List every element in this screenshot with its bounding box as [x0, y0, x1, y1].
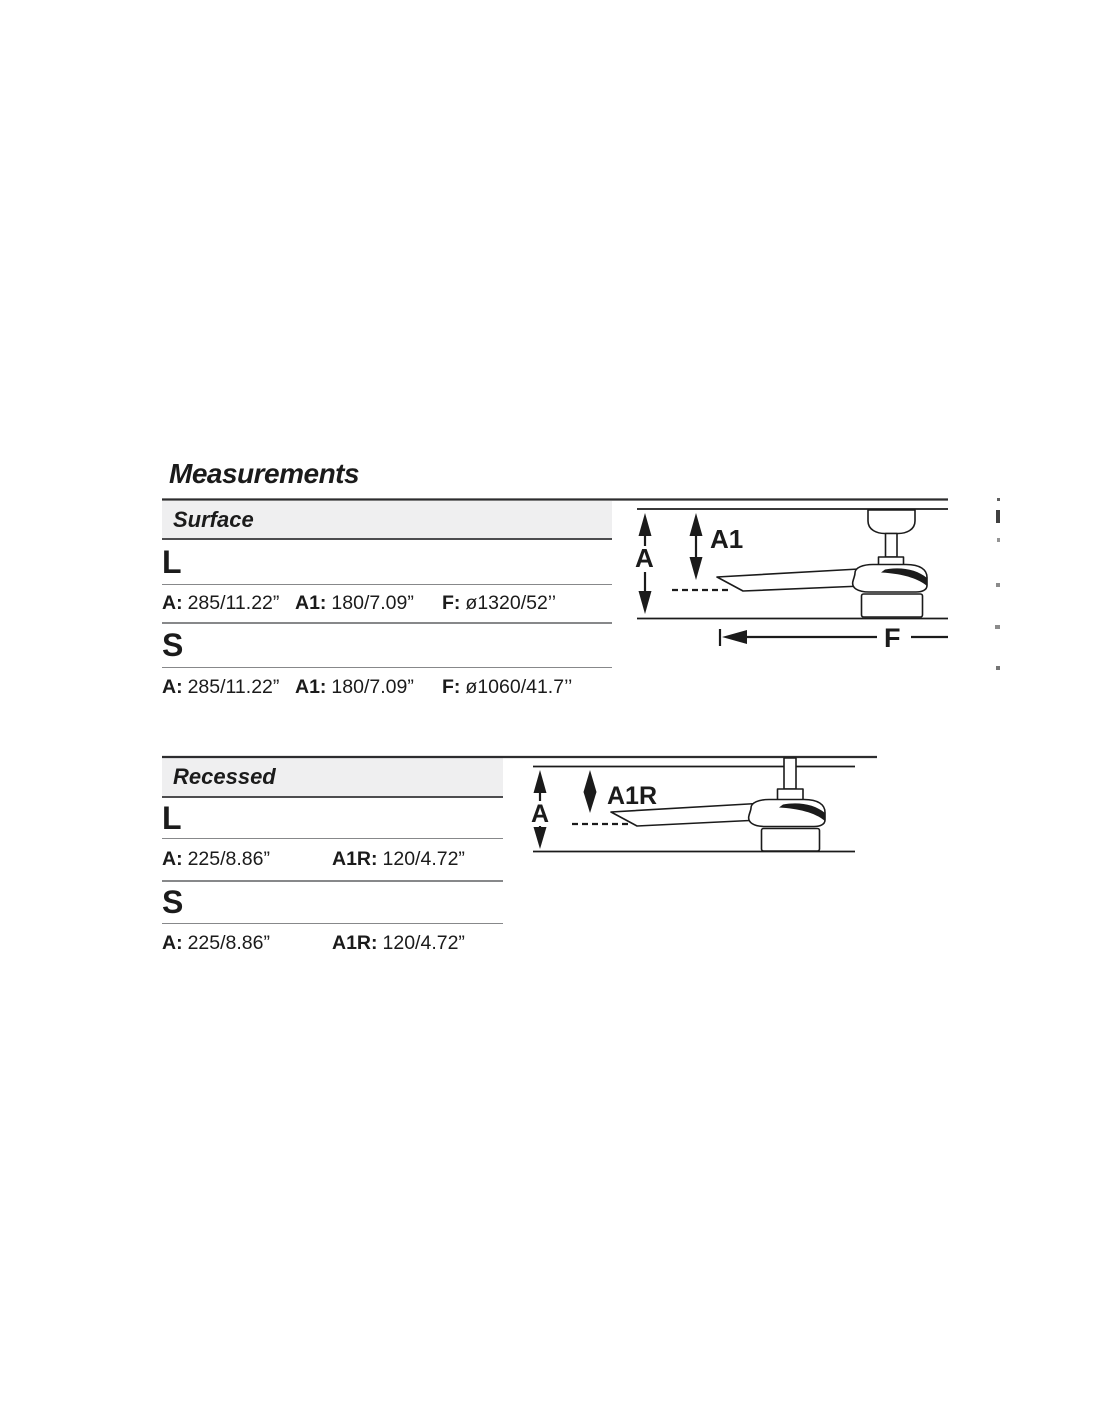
dim-value: 120/4.72” — [382, 931, 465, 954]
dim-key: A1R: — [332, 848, 378, 870]
size-label: L — [162, 543, 182, 580]
fan-downrod — [784, 758, 796, 789]
dim-key: A1: — [295, 592, 327, 614]
size-label: L — [162, 799, 182, 836]
surface-section-header-label: Surface — [173, 506, 254, 532]
size-label: S — [162, 884, 184, 920]
crop-artifact — [997, 538, 1000, 542]
fan-light-box — [862, 594, 923, 617]
dim-value: 285/11.22” — [187, 675, 280, 698]
fan-canopy — [868, 510, 915, 534]
f-arrowhead — [722, 630, 747, 644]
dim-key: A1: — [295, 675, 327, 698]
dim-value: ø1060/41.7’’ — [465, 675, 573, 698]
recessed-diagram — [162, 757, 877, 852]
surface-diagram — [162, 500, 948, 654]
dim-key: A: — [162, 675, 183, 698]
crop-artifact — [995, 625, 1000, 629]
fan-drawing-surface — [717, 510, 927, 617]
dim-value: 120/4.72” — [382, 848, 465, 870]
dim-key: A: — [162, 848, 183, 870]
label-a1: A1 — [710, 524, 744, 554]
page-title: Measurements — [169, 458, 360, 489]
dimension-arrow-a1 — [690, 513, 703, 580]
label-a1r: A1R — [607, 782, 658, 810]
dimension-arrow-a1r — [584, 770, 597, 813]
crop-artifact — [996, 510, 1000, 523]
size-label: S — [162, 627, 184, 663]
dim-value: 225/8.86” — [187, 931, 270, 954]
dim-key: A: — [162, 931, 183, 954]
dim-value: 180/7.09” — [331, 592, 414, 614]
crop-artifact — [996, 583, 1000, 587]
dim-value: 180/7.09” — [331, 675, 414, 698]
label-f: F — [884, 623, 901, 653]
crop-artifact — [996, 666, 1000, 670]
recessed-section-header-label: Recessed — [173, 764, 276, 789]
dim-value: ø1320/52’’ — [465, 592, 557, 614]
dim-value: 285/11.22” — [187, 592, 280, 614]
dim-key: A: — [162, 592, 183, 614]
dimension-f — [720, 629, 948, 646]
dim-value: 225/8.86” — [187, 848, 270, 870]
dim-key: F: — [442, 592, 461, 614]
fan-downrod — [886, 534, 898, 558]
label-a: A — [635, 543, 654, 573]
fan-blade — [717, 569, 862, 591]
dim-key: A1R: — [332, 931, 378, 954]
fan-light-box — [762, 829, 820, 852]
crop-artifact — [997, 498, 1000, 501]
dim-key: F: — [442, 675, 461, 698]
label-a: A — [531, 800, 550, 828]
